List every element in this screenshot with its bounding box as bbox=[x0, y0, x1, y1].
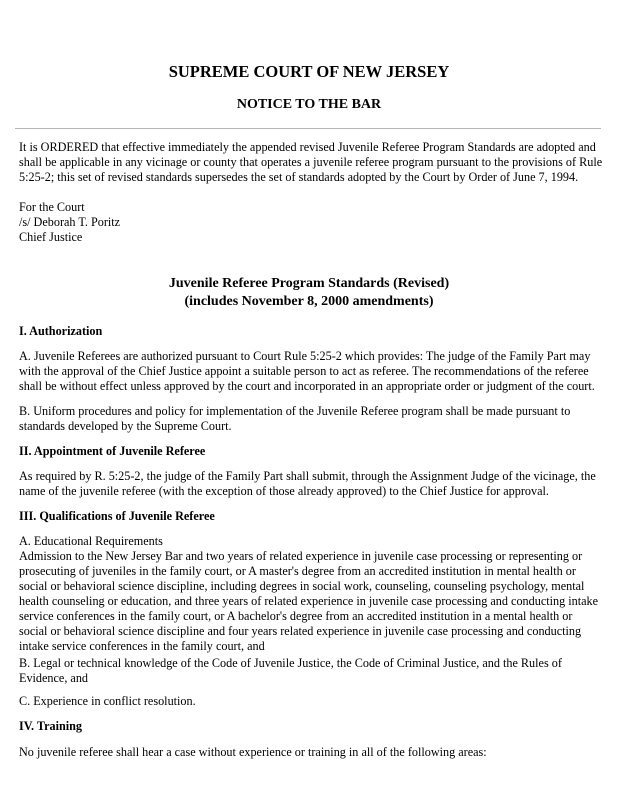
horizontal-rule bbox=[15, 128, 601, 129]
section-heading-appointment: II. Appointment of Juvenile Referee bbox=[19, 444, 206, 458]
standards-title: Juvenile Referee Program Standards (Revised) bbox=[168, 276, 450, 291]
qualifications-label-a: A. Educational Requirements bbox=[19, 534, 163, 548]
qualifications-paragraph-a: Admission to the New Jersey Bar and two years of related experience in juvenile case processing or representing or prosecuting of juveniles in the family court, or A master's degree from an accredited institution in mental health or social or behavioral science discipline, including degrees in social work, counseling, counseling psychology, mental health counseling or education, and three years of related experience in juvenile case processing and conducting intake service conferences in the family court, or A bachelor's degree from an accredited institution in a mental health or social or behavioral science discipline and four years related experience in juvenile case processing and conducting intake service conferences in the family court, and bbox=[19, 549, 599, 653]
section-heading-training: IV. Training bbox=[19, 719, 82, 733]
signature-block bbox=[19, 200, 603, 245]
signature-line-title: Chief Justice bbox=[19, 230, 83, 244]
authorization-paragraph-a: A. Juvenile Referees are authorized pursuant to Court Rule 5:25-2 which provides: The judge of the Family Part may with the approval of the Chief Justice appoint a suitable person to act as referee. The recommendations of the referee shall be without effect unless approved by the court and incorporated in an appropriate order or judgment of the court. bbox=[19, 349, 595, 393]
signature-line-name: /s/ Deborah T. Poritz bbox=[19, 215, 121, 229]
authorization-paragraph-b: B. Uniform procedures and policy for implementation of the Juvenile Referee program shall be made pursuant to standards developed by the Supreme Court. bbox=[19, 404, 571, 433]
section-heading-qualifications: III. Qualifications of Juvenile Referee bbox=[19, 509, 215, 523]
signature-line-court: For the Court bbox=[19, 200, 85, 214]
section-heading-authorization: I. Authorization bbox=[19, 324, 103, 338]
court-title: SUPREME COURT OF NEW JERSEY bbox=[168, 62, 450, 81]
qualifications-paragraph-b: B. Legal or technical knowledge of the Code of Juvenile Justice, the Code of Criminal Justice, and the Rules of Evidence, and bbox=[19, 656, 562, 685]
order-paragraph: It is ORDERED that effective immediately the appended revised Juvenile Referee Program Standards are adopted and shall be applicable in any vicinage or county that operates a juvenile referee program pursuant to the provisions of Rule 5:25-2; this set of revised standards supersedes the set of standards adopted by the Court by Order of June 7, 1994. bbox=[19, 140, 603, 184]
training-paragraph: No juvenile referee shall hear a case without experience or training in all of the following areas: bbox=[19, 745, 487, 759]
qualifications-paragraph-c: C. Experience in conflict resolution. bbox=[19, 694, 196, 708]
appointment-paragraph: As required by R. 5:25-2, the judge of the Family Part shall submit, through the Assignment Judge of the vicinage, the name of the juvenile referee (with the exception of those already approved) to the Chief Justice for approval. bbox=[19, 469, 596, 498]
standards-subtitle: (includes November 8, 2000 amendments) bbox=[184, 294, 434, 309]
notice-title: NOTICE TO THE BAR bbox=[236, 97, 382, 112]
